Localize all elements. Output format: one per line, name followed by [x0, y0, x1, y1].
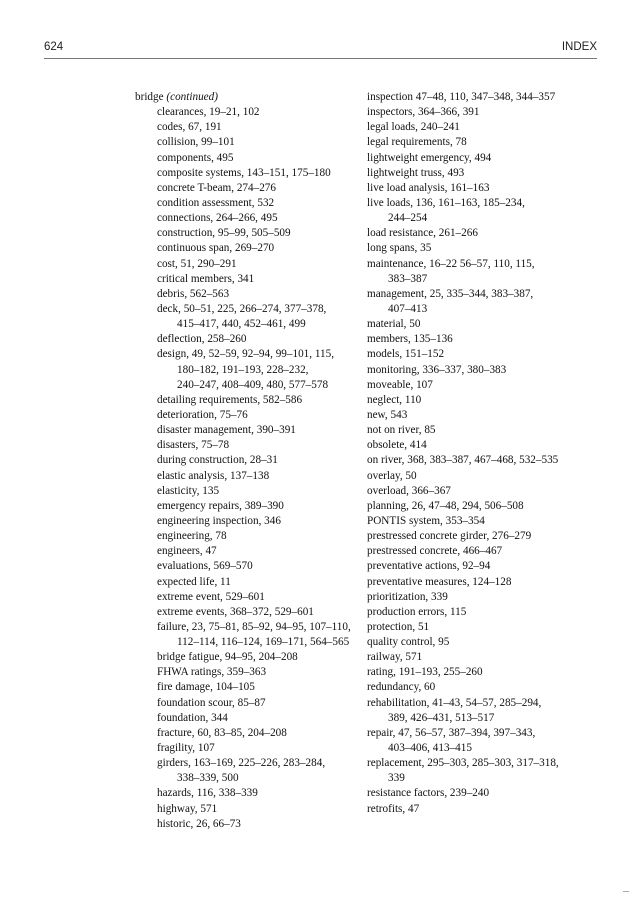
index-entry: overlay, 50: [367, 469, 417, 482]
index-entry: extreme events, 368–372, 529–601: [157, 605, 314, 618]
index-entry-continuation: 403–406, 413–415: [388, 742, 472, 755]
index-entry: maintenance, 16–22 56–57, 110, 115,: [367, 257, 535, 270]
index-entry: neglect, 110: [367, 393, 422, 406]
index-entry: components, 495: [157, 151, 234, 164]
index-entry: design, 49, 52–59, 92–94, 99–101, 115,: [157, 348, 335, 361]
index-entry: elastic analysis, 137–138: [157, 469, 270, 482]
index-entry: inspectors, 364–366, 391: [367, 106, 480, 119]
index-entry: lightweight emergency, 494: [367, 151, 492, 164]
index-entry-continuation: 244–254: [388, 212, 428, 225]
index-entry: load resistance, 261–266: [367, 227, 478, 240]
index-entry: retrofits, 47: [367, 802, 420, 815]
index-entry: not on river, 85: [367, 424, 436, 437]
index-entry: elasticity, 135: [157, 484, 220, 497]
index-entry: rehabilitation, 41–43, 54–57, 285–294,: [367, 696, 542, 709]
index-entry: obsolete, 414: [367, 439, 427, 452]
index-entry: planning, 26, 47–48, 294, 506–508: [367, 499, 524, 512]
section-title: INDEX: [561, 41, 597, 53]
index-entry: quality control, 95: [367, 636, 450, 649]
index-entry: hazards, 116, 338–339: [157, 787, 258, 800]
index-entry: repair, 47, 56–57, 387–394, 397–343,: [367, 726, 536, 739]
index-entry: concrete T-beam, 274–276: [157, 181, 276, 194]
index-head-entry: [135, 90, 375, 105]
index-entry: legal loads, 240–241: [367, 121, 460, 134]
index-entry: redundancy, 60: [367, 681, 436, 694]
index-entry: FHWA ratings, 359–363: [157, 666, 267, 679]
index-entry: fragility, 107: [157, 742, 215, 755]
index-entry-continuation: 338–339, 500: [177, 772, 239, 785]
index-entry: evaluations, 569–570: [157, 560, 253, 573]
index-entry: foundation scour, 85–87: [157, 696, 266, 709]
index-entry: engineering, 78: [157, 530, 227, 543]
index-entry: construction, 95–99, 505–509: [157, 227, 291, 240]
index-entry-continuation: 339: [388, 772, 405, 785]
index-entry: extreme event, 529–601: [157, 590, 265, 603]
index-entry: railway, 571: [367, 651, 423, 664]
index-entry-continuation: 407–413: [388, 302, 428, 315]
continued-note: (continued): [166, 91, 218, 103]
index-entry: fire damage, 104–105: [157, 681, 255, 694]
index-entry: moveable, 107: [367, 378, 433, 391]
index-entry: deck, 50–51, 225, 266–274, 377–378,: [157, 302, 327, 315]
index-entry: deterioration, 75–76: [157, 408, 248, 421]
index-entry: models, 151–152: [367, 348, 445, 361]
index-entry: resistance factors, 239–240: [367, 787, 490, 800]
index-entry: detailing requirements, 582–586: [157, 393, 303, 406]
index-entry: debris, 562–563: [157, 287, 230, 300]
index-entry: bridge fatigue, 94–95, 204–208: [157, 651, 298, 664]
index-entry: deflection, 258–260: [157, 333, 247, 346]
page-number: 624: [44, 41, 64, 53]
index-entry: engineering inspection, 346: [157, 514, 281, 527]
index-entry: condition assessment, 532: [157, 196, 275, 209]
head-term: bridge: [135, 91, 167, 103]
index-entry: fracture, 60, 83–85, 204–208: [157, 726, 287, 739]
index-entry-continuation: 383–387: [388, 272, 428, 285]
index-entry: highway, 571: [157, 802, 218, 815]
index-column-left: [135, 90, 375, 832]
left-entries: [135, 105, 375, 832]
index-entry: replacement, 295–303, 285–303, 317–318,: [367, 757, 559, 770]
index-entry: PONTIS system, 353–354: [367, 514, 485, 527]
running-header: [44, 41, 597, 57]
index-entry: protection, 51: [367, 620, 430, 633]
index-entry: preventative measures, 124–128: [367, 575, 512, 588]
index-entry: girders, 163–169, 225–226, 283–284,: [157, 757, 326, 770]
index-entry: failure, 23, 75–81, 85–92, 94–95, 107–110,: [157, 620, 351, 633]
index-entry: continuous span, 269–270: [157, 242, 275, 255]
index-entry: live loads, 136, 161–163, 185–234,: [367, 196, 525, 209]
index-entry: composite systems, 143–151, 175–180: [157, 166, 331, 179]
index-entry-continuation: 240–247, 408–409, 480, 577–578: [177, 378, 329, 391]
header-rule: [44, 58, 597, 59]
index-entry-continuation: 112–114, 116–124, 169–171, 564–565: [177, 636, 350, 649]
index-entry: rating, 191–193, 255–260: [367, 666, 483, 679]
index-entry: emergency repairs, 389–390: [157, 499, 284, 512]
index-entry: preventative actions, 92–94: [367, 560, 491, 573]
index-entry: disaster management, 390–391: [157, 424, 296, 437]
index-entry: long spans, 35: [367, 242, 432, 255]
index-entry: engineers, 47: [157, 545, 217, 558]
index-entry: lightweight truss, 493: [367, 166, 465, 179]
index-entry: prestressed concrete girder, 276–279: [367, 530, 532, 543]
corner-mark: [623, 891, 629, 892]
right-entries: [367, 90, 607, 817]
index-entry-continuation: 180–182, 191–193, 228–232,: [177, 363, 309, 376]
index-entry: connections, 264–266, 495: [157, 212, 278, 225]
index-entry: management, 25, 335–344, 383–387,: [367, 287, 534, 300]
index-entry: prestressed concrete, 466–467: [367, 545, 503, 558]
index-entry-continuation: 415–417, 440, 452–461, 499: [177, 318, 306, 331]
index-entry: cost, 51, 290–291: [157, 257, 237, 270]
index-entry-continuation: 389, 426–431, 513–517: [388, 711, 495, 724]
index-entry: legal requirements, 78: [367, 136, 467, 149]
index-entry: new, 543: [367, 408, 408, 421]
index-entry: production errors, 115: [367, 605, 467, 618]
index-entry: historic, 26, 66–73: [157, 817, 241, 830]
index-entry: members, 135–136: [367, 333, 453, 346]
index-entry: collision, 99–101: [157, 136, 235, 149]
index-entry: clearances, 19–21, 102: [157, 106, 260, 119]
index-entry: during construction, 28–31: [157, 454, 278, 467]
index-entry: critical members, 341: [157, 272, 255, 285]
index-entry: foundation, 344: [157, 711, 228, 724]
index-entry: live load analysis, 161–163: [367, 181, 490, 194]
index-entry: prioritization, 339: [367, 590, 448, 603]
index-entry: material, 50: [367, 318, 421, 331]
index-entry: codes, 67, 191: [157, 121, 222, 134]
index-entry: overload, 366–367: [367, 484, 451, 497]
index-entry: expected life, 11: [157, 575, 231, 588]
index-entry: on river, 368, 383–387, 467–468, 532–535: [367, 454, 559, 467]
index-entry: monitoring, 336–337, 380–383: [367, 363, 507, 376]
index-column-right: [367, 90, 607, 817]
index-entry: inspection 47–48, 110, 347–348, 344–357: [367, 91, 556, 103]
index-entry: disasters, 75–78: [157, 439, 230, 452]
